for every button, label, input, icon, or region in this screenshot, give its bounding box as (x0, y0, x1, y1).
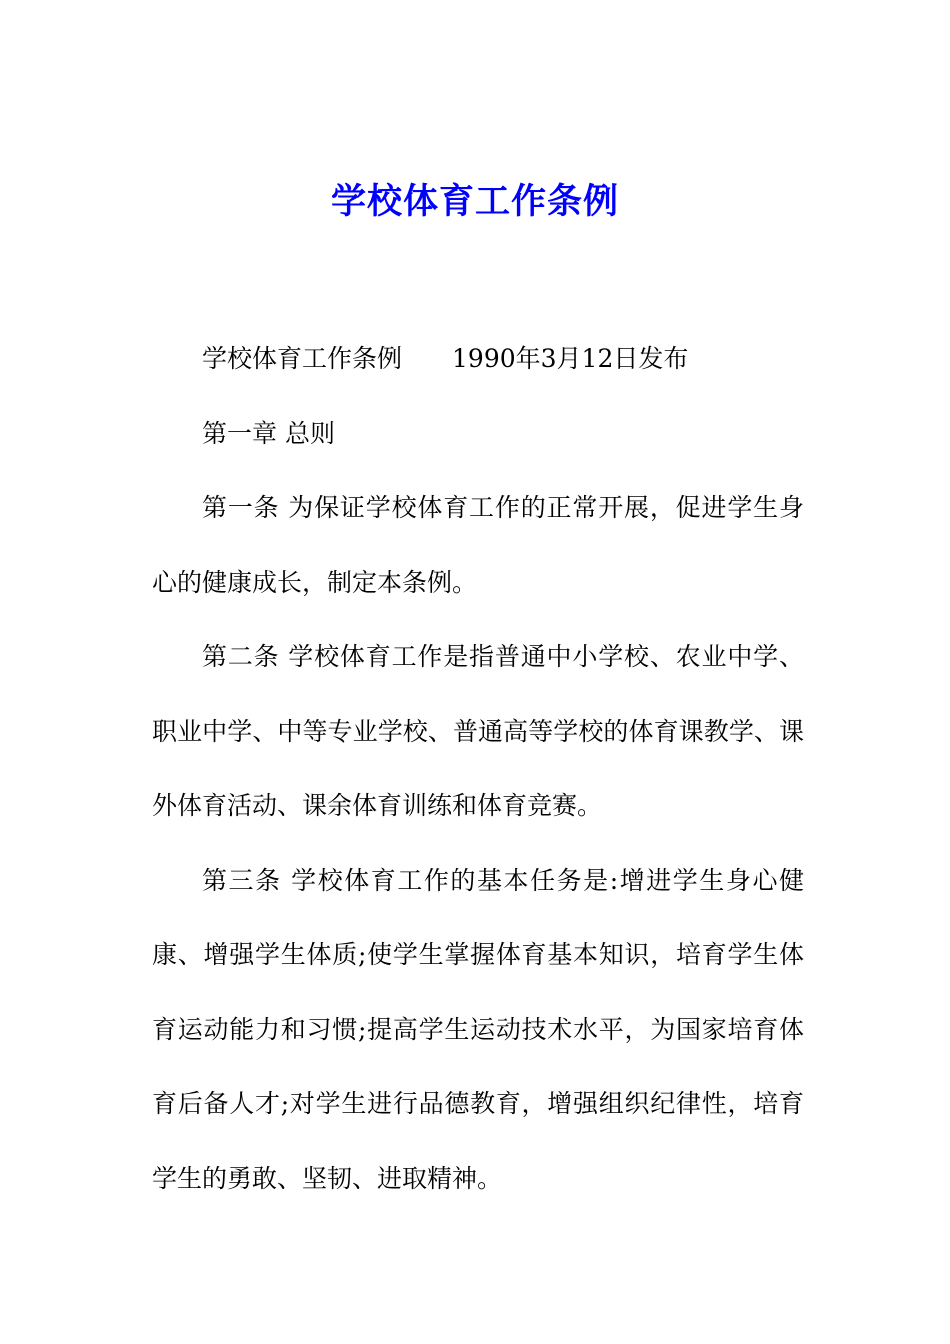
header-line-date: 1990年3月12日发布 (452, 344, 689, 373)
header-line-name: 学校体育工作条例 (202, 344, 403, 373)
document-body (152, 322, 804, 1216)
article-3: 第三条 学校体育工作的基本任务是:增进学生身心健康、增强学生体质;使学生掌握体育基本知识，培育学生体育运动能力和习惯;提高学生运动技术水平，为国家培育体育后备人才;对学生进行品德教育，增强组织纪律性，培育学生的勇敢、坚韧、进取精神。 (152, 865, 804, 1193)
header-line (152, 322, 804, 397)
article-1: 第一条 为保证学校体育工作的正常开展，促进学生身心的健康成长，制定本条例。 (152, 493, 804, 597)
article-2: 第二条 学校体育工作是指普通中小学校、农业中学、职业中学、中等专业学校、普通高等学校的体育课教学、课外体育活动、课余体育训练和体育竞赛。 (152, 642, 804, 820)
page-title: 学校体育工作条例 (330, 181, 619, 222)
chapter-heading: 第一章 总则 (202, 418, 335, 448)
